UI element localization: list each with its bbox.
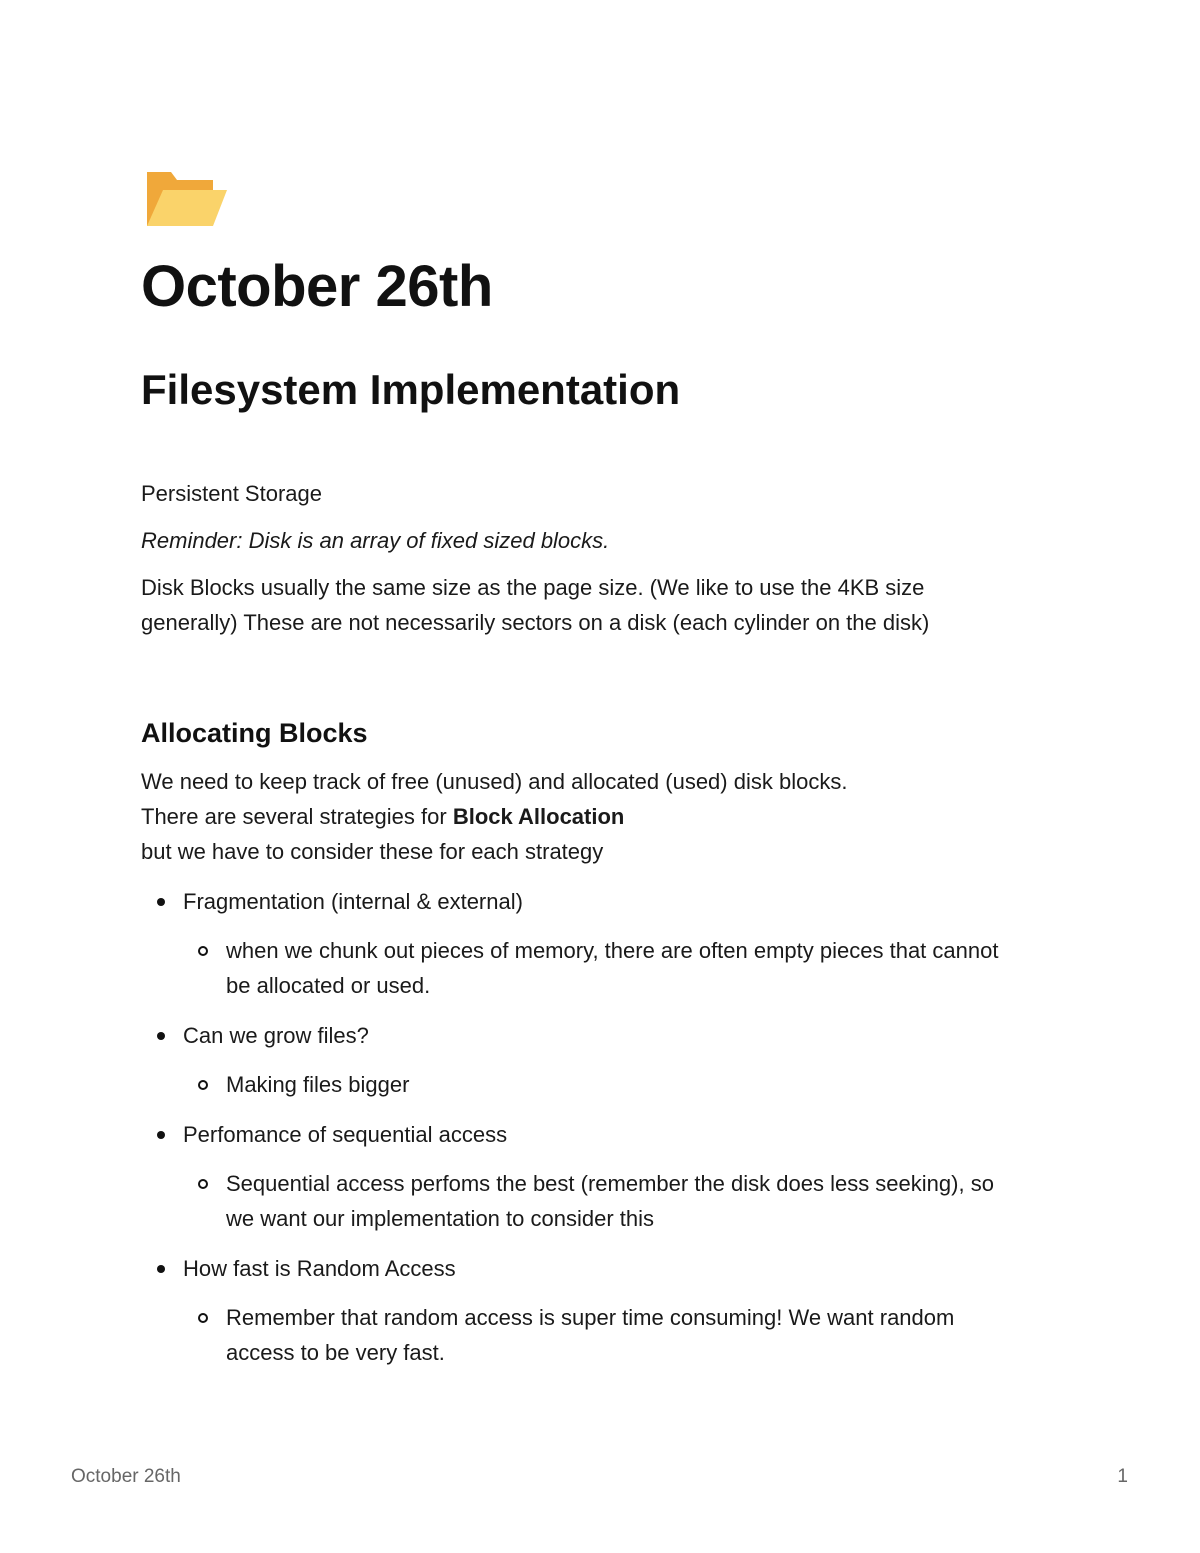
open-folder-icon — [143, 162, 227, 230]
sub-list-item: Remember that random access is super time consuming! We want random — [226, 1305, 955, 1330]
sub-bullet-marker — [198, 946, 208, 956]
list-item: Perfomance of sequential access — [183, 1122, 508, 1147]
sub-list-item-continued: be allocated or used. — [226, 973, 431, 998]
sub-list-item-continued: we want our implementation to consider this — [226, 1206, 654, 1231]
block-allocation-term: Block Allocation — [452, 804, 625, 829]
bullet-marker — [157, 1265, 165, 1273]
bullet-marker — [157, 1131, 165, 1139]
sub-list-item: Sequential access perfoms the best (remember the disk does less seeking), so — [226, 1171, 994, 1196]
page-number: 1 — [1117, 1466, 1128, 1487]
list-item: How fast is Random Access — [183, 1256, 456, 1281]
disk-blocks-paragraph-line-1: Disk Blocks usually the same size as the page size. (We like to use the 4KB size — [141, 575, 925, 600]
sub-list-item: Making files bigger — [226, 1072, 410, 1097]
allocating-line-3: but we have to consider these for each strategy — [141, 839, 604, 864]
allocating-line-1: We need to keep track of free (unused) and allocated (used) disk blocks. — [141, 769, 848, 794]
sub-list-item: when we chunk out pieces of memory, there are often empty pieces that cannot — [226, 938, 999, 963]
bullet-marker — [157, 898, 165, 906]
footer-title: October 26th — [71, 1466, 181, 1487]
sub-list-item-continued: access to be very fast. — [226, 1340, 445, 1365]
list-item: Can we grow files? — [183, 1023, 369, 1048]
allocating-line-2-text: There are several strategies for — [141, 804, 453, 829]
sub-bullet-marker — [198, 1080, 208, 1090]
sub-bullet-marker — [198, 1179, 208, 1189]
persistent-storage-label: Persistent Storage — [141, 481, 322, 506]
section-heading: Filesystem Implementation — [141, 366, 681, 413]
allocating-blocks-heading: Allocating Blocks — [141, 718, 368, 748]
list-item: Fragmentation (internal & external) — [183, 889, 523, 914]
reminder-text: Reminder: Disk is an array of fixed sized blocks. — [141, 528, 610, 553]
allocating-line-2 — [141, 799, 624, 834]
page-title: October 26th — [141, 254, 493, 319]
bullet-marker — [157, 1032, 165, 1040]
sub-bullet-marker — [198, 1313, 208, 1323]
disk-blocks-paragraph-line-2: generally) These are not necessarily sectors on a disk (each cylinder on the disk) — [141, 610, 930, 635]
